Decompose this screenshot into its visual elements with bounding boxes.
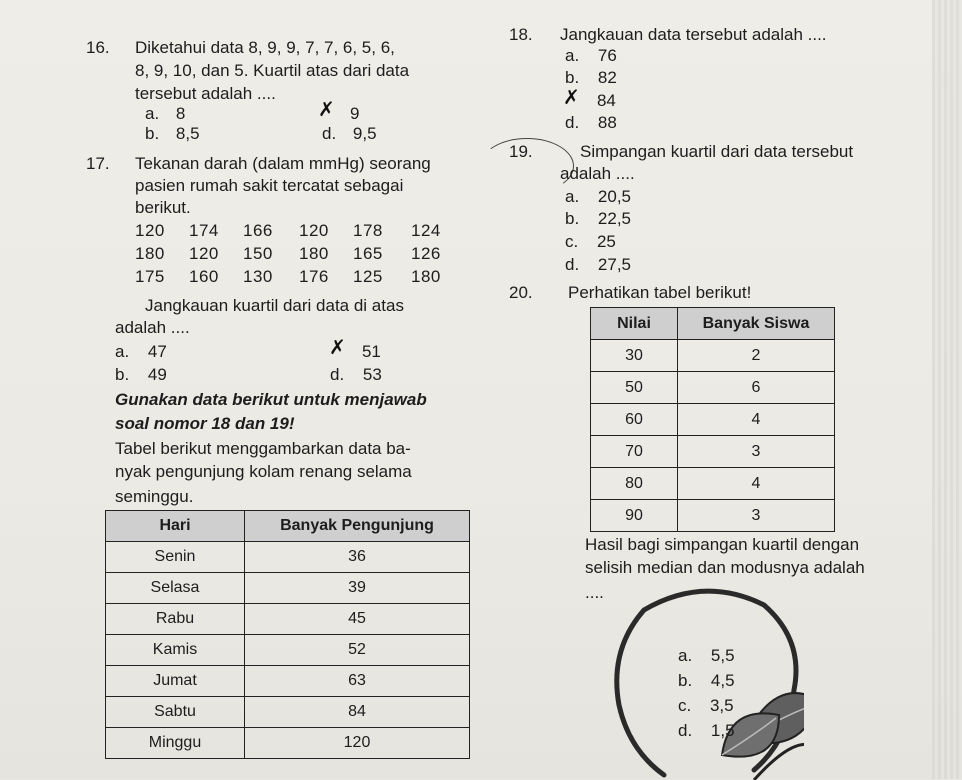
q17-data-row <box>135 244 441 264</box>
q16-line2: 8, 9, 10, dan 5. Kuartil atas dari data <box>135 61 410 80</box>
table-cell: 36 <box>245 542 470 573</box>
table-cell: Senin <box>106 542 245 573</box>
q18-text: Jangkauan data tersebut adalah .... <box>560 25 827 44</box>
q19-option-c[interactable] <box>565 232 616 252</box>
table-cell: 84 <box>245 697 470 728</box>
option-value: 47 <box>147 342 167 361</box>
q17-question-line2: adalah .... <box>115 318 190 337</box>
option-key: c. <box>565 232 579 251</box>
option-key: a. <box>115 342 130 361</box>
data-value: 165 <box>353 244 383 263</box>
data-value: 178 <box>353 221 383 240</box>
option-value: 88 <box>597 113 617 132</box>
data-value: 180 <box>411 267 441 286</box>
option-key: d. <box>330 365 345 384</box>
instruction-line2: soal nomor 18 dan 19! <box>115 414 295 433</box>
option-value: 9,5 <box>352 124 377 143</box>
instruction-desc2: nyak pengunjung kolam renang selama <box>115 462 412 481</box>
option-key: a. <box>145 104 160 123</box>
q20-option-b[interactable] <box>678 671 735 691</box>
data-value: 174 <box>189 221 219 240</box>
q18-option-a[interactable] <box>565 46 617 66</box>
data-value: 120 <box>135 221 165 240</box>
instruction-desc1: Tabel berikut menggambarkan data ba- <box>115 439 411 458</box>
table-row <box>591 500 835 532</box>
option-value: 8 <box>175 104 186 123</box>
q17-question-line1: Jangkauan kuartil dari data di atas <box>145 296 404 315</box>
q17-option-b[interactable] <box>115 365 167 385</box>
option-key: b. <box>678 671 693 690</box>
option-value: 22,5 <box>597 209 632 228</box>
option-key: b. <box>565 68 580 87</box>
option-value: 3,5 <box>709 696 734 715</box>
table-row <box>106 666 470 697</box>
q19-number: 19. <box>509 142 533 161</box>
q17-data-row <box>135 221 441 241</box>
q16-number: 16. <box>86 38 110 57</box>
table-cell: 80 <box>591 468 678 500</box>
q19-option-a[interactable] <box>565 187 631 207</box>
option-key: a. <box>565 187 580 206</box>
q17-number: 17. <box>86 154 110 173</box>
table-header-cell: Nilai <box>591 308 678 340</box>
option-key: d. <box>565 255 580 274</box>
table-row <box>591 404 835 436</box>
option-key: d. <box>322 124 337 143</box>
table-cell: 4 <box>678 404 835 436</box>
option-key: d. <box>565 113 580 132</box>
q19-option-d[interactable] <box>565 255 631 275</box>
cross-mark-icon: ✗ <box>318 97 335 121</box>
option-value: 49 <box>147 365 167 384</box>
table-cell: 70 <box>591 436 678 468</box>
scores-table <box>590 307 835 532</box>
q19-option-b[interactable] <box>565 209 631 229</box>
table-row <box>106 697 470 728</box>
data-value: 125 <box>353 267 383 286</box>
table-cell: 39 <box>245 573 470 604</box>
table-row <box>106 604 470 635</box>
option-value: 5,5 <box>710 646 735 665</box>
option-value: 4,5 <box>710 671 735 690</box>
table-row <box>106 728 470 759</box>
table-header-cell: Banyak Pengunjung <box>245 511 470 542</box>
option-value: 51 <box>361 342 381 361</box>
q18-number: 18. <box>509 25 533 44</box>
q17-line1: Tekanan darah (dalam mmHg) seorang <box>135 154 431 173</box>
q20-after-line1: Hasil bagi simpangan kuartil dengan <box>585 535 860 554</box>
option-key: a. <box>678 646 693 665</box>
q17-option-d[interactable] <box>330 365 382 385</box>
table-cell: 50 <box>591 372 678 404</box>
option-key: b. <box>145 124 160 143</box>
table-row <box>591 468 835 500</box>
table-cell: Sabtu <box>106 697 245 728</box>
option-value: 53 <box>362 365 382 384</box>
table-row <box>591 340 835 372</box>
table-cell: Kamis <box>106 635 245 666</box>
data-value: 124 <box>411 221 441 240</box>
table-row <box>591 436 835 468</box>
q20-after-line3: .... <box>585 583 604 602</box>
table-cell: 3 <box>678 500 835 532</box>
q16-line1: Diketahui data 8, 9, 9, 7, 7, 6, 5, 6, <box>135 38 395 57</box>
option-value: 25 <box>596 232 616 251</box>
option-key: d. <box>678 721 693 740</box>
table-cell: 45 <box>245 604 470 635</box>
q20-option-a[interactable] <box>678 646 735 666</box>
q17-line3: berikut. <box>135 198 191 217</box>
q16-option-b[interactable] <box>145 124 200 144</box>
q20-text: Perhatikan tabel berikut! <box>568 283 752 302</box>
instruction-desc3: seminggu. <box>115 487 194 506</box>
table-cell: 30 <box>591 340 678 372</box>
cross-mark-icon: ✗ <box>329 335 346 359</box>
option-value: 27,5 <box>597 255 632 274</box>
q16-option-a[interactable] <box>145 104 185 124</box>
data-value: 176 <box>299 267 329 286</box>
option-value: 8,5 <box>175 124 200 143</box>
visitors-table <box>105 510 470 759</box>
table-cell: 60 <box>591 404 678 436</box>
q20-number: 20. <box>509 283 533 302</box>
q16-line3: tersebut adalah .... <box>135 84 276 103</box>
option-value: 9 <box>349 104 360 123</box>
table-cell: Jumat <box>106 666 245 697</box>
option-key: b. <box>115 365 130 384</box>
table-cell: 120 <box>245 728 470 759</box>
table-cell: 63 <box>245 666 470 697</box>
page-edge <box>932 0 962 779</box>
q16-option-d[interactable] <box>322 124 377 144</box>
table-row <box>591 372 835 404</box>
cross-mark-icon: ✗ <box>563 85 580 109</box>
option-key: c. <box>678 696 692 715</box>
q20-option-c[interactable] <box>678 696 734 716</box>
data-value: 175 <box>135 267 165 286</box>
table-cell: 2 <box>678 340 835 372</box>
data-value: 130 <box>243 267 273 286</box>
table-row <box>106 573 470 604</box>
data-value: 126 <box>411 244 441 263</box>
table-row <box>106 635 470 666</box>
table-cell: Rabu <box>106 604 245 635</box>
data-value: 180 <box>299 244 329 263</box>
data-value: 120 <box>299 221 329 240</box>
table-header-cell: Hari <box>106 511 245 542</box>
option-key: a. <box>565 46 580 65</box>
table-cell: Minggu <box>106 728 245 759</box>
data-value: 160 <box>189 267 219 286</box>
table-header-row <box>106 511 470 542</box>
table-cell: 3 <box>678 436 835 468</box>
q18-option-d[interactable] <box>565 113 617 133</box>
option-value: 1,5 <box>710 721 735 740</box>
table-header-cell: Banyak Siswa <box>678 308 835 340</box>
option-value: 82 <box>597 68 617 87</box>
q20-option-d[interactable] <box>678 721 735 741</box>
data-value: 180 <box>135 244 165 263</box>
option-value: 20,5 <box>597 187 632 206</box>
q20-after-line2: selisih median dan modusnya adalah <box>585 558 865 577</box>
q17-line2: pasien rumah sakit tercatat sebagai <box>135 176 404 195</box>
q17-data-row <box>135 267 441 287</box>
table-cell: 90 <box>591 500 678 532</box>
option-value: 84 <box>596 91 616 110</box>
table-cell: 52 <box>245 635 470 666</box>
q17-option-a[interactable] <box>115 342 167 362</box>
table-cell: 6 <box>678 372 835 404</box>
data-value: 166 <box>243 221 273 240</box>
q19-line1: Simpangan kuartil dari data tersebut <box>580 142 854 161</box>
table-row <box>106 542 470 573</box>
option-value: 76 <box>597 46 617 65</box>
data-value: 120 <box>189 244 219 263</box>
instruction-line1: Gunakan data berikut untuk menjawab <box>115 390 427 409</box>
table-header-row <box>591 308 835 340</box>
q19-line2: adalah .... <box>560 164 635 183</box>
data-value: 150 <box>243 244 273 263</box>
table-cell: Selasa <box>106 573 245 604</box>
table-cell: 4 <box>678 468 835 500</box>
option-key: b. <box>565 209 580 228</box>
